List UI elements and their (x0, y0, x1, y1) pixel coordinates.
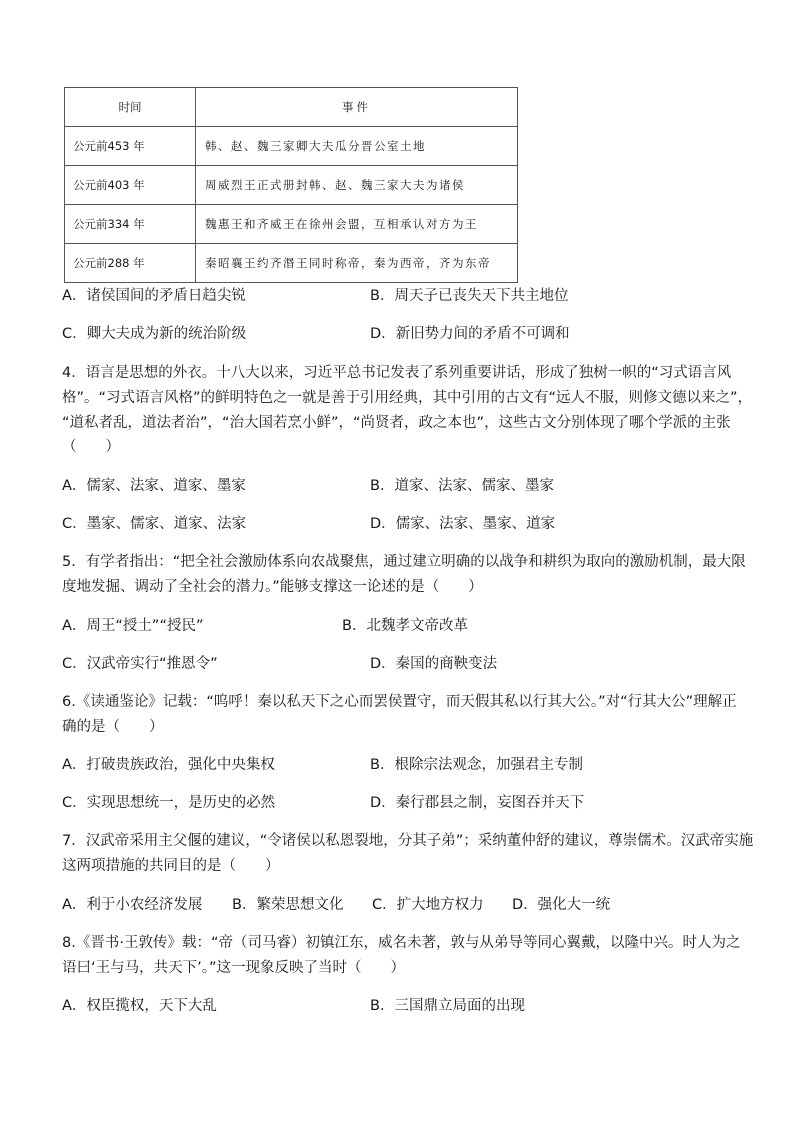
table-cell-time: 公元前288 年 (65, 244, 196, 283)
q3-option-a: A．诸侯国间的矛盾日趋尖锐 (62, 288, 246, 304)
q8-option-b: B．三国鼎立局面的出现 (370, 998, 525, 1014)
q4-stem-line-1: 4．语言是思想的外衣。十八大以来，习近平总书记发表了系列重要讲话，形成了独树一帜的“习式语言风 (62, 365, 732, 381)
q5-option-d: D．秦国的商鞅变法 (370, 656, 498, 672)
table-cell-event: 韩、赵、魏三家卿大夫瓜分晋公室土地 (196, 127, 518, 166)
table-cell-event: 魏惠王和齐威王在徐州会盟，互相承认对方为王 (196, 205, 518, 244)
table-header-event: 事件 (196, 88, 518, 127)
table-cell-time: 公元前334 年 (65, 205, 196, 244)
q7-stem-line-1: 7．汉武帝采用主父偃的建议，“令诸侯以私恩裂地，分其子弟”；采纳董仲舒的建议，尊崇儒术。汉武帝实施 (62, 833, 754, 849)
table-row (65, 127, 518, 166)
q4-stem-line-2: 格”。“习式语言风格”的鲜明特色之一就是善于引用经典，其中引用的古文有“远人不服，则修文德以来之”， (62, 390, 753, 406)
q3-option-b: B．周天子已丧失天下共主地位 (370, 288, 569, 304)
q3-option-d: D．新旧势力间的矛盾不可调和 (370, 326, 570, 342)
q4-option-a: A．儒家、法家、道家、墨家 (62, 478, 246, 494)
q6-option-b: B．根除宗法观念，加强君主专制 (370, 757, 583, 773)
table-header-row (65, 88, 518, 127)
q3-option-c: C．卿大夫成为新的统治阶级 (62, 326, 247, 342)
q5-stem-line-2: 度地发掘、调动了全社会的潜力。”能够支撑这一论述的是（ ） (62, 579, 483, 595)
table-row (65, 205, 518, 244)
table-header-time: 时间 (65, 88, 196, 127)
q7-option-c: C．扩大地方权力 (372, 897, 484, 913)
table-cell-event: 秦昭襄王约齐湣王同时称帝，秦为西帝，齐为东帝 (196, 244, 518, 283)
table-cell-event: 周威烈王正式册封韩、赵、魏三家大夫为诸侯 (196, 166, 518, 205)
q7-option-a: A．利于小农经济发展 (62, 897, 203, 913)
q5-stem-line-1: 5．有学者指出：“把全社会激励体系向农战聚焦，通过建立明确的以战争和耕织为取向的激励机制，最大限 (62, 554, 746, 570)
history-events-table (64, 87, 518, 283)
table-row (65, 166, 518, 205)
q4-stem-line-3: “道私者乱，道法者治”，“治大国若烹小鲜”，“尚贤者，政之本也”，这些古文分别体现了哪个学派的主张 (62, 415, 731, 431)
q5-option-b: B．北魏孝文帝改革 (342, 618, 468, 634)
q7-option-b: B．繁荣思想文化 (232, 897, 344, 913)
table-cell-time: 公元前453 年 (65, 127, 196, 166)
q6-stem-line-1: 6.《读通鉴论》记载：“呜呼！秦以私天下之心而罢侯置守，而天假其私以行其大公。”对“行其大公”理解正 (62, 694, 737, 710)
q7-stem-line-2: 这两项措施的共同目的是（ ） (62, 858, 280, 874)
q6-option-d: D．秦行郡县之制，妄图吞并天下 (370, 795, 585, 811)
q7-option-d: D．强化大一统 (512, 897, 611, 913)
q8-stem-line-2: 语曰‘王与马，共天下’。”这一现象反映了当时（ ） (62, 960, 405, 976)
table-row (65, 244, 518, 283)
q5-option-c: C．汉武帝实行“推恩令” (62, 656, 218, 672)
q4-option-c: C．墨家、儒家、道家、法家 (62, 516, 247, 532)
q6-option-c: C．实现思想统一，是历史的必然 (62, 795, 276, 811)
table-cell-time: 公元前403 年 (65, 166, 196, 205)
q5-option-a: A．周王“授土”“授民” (62, 618, 204, 634)
q4-option-b: B．道家、法家、儒家、墨家 (370, 478, 554, 494)
q6-option-a: A．打破贵族政治，强化中央集权 (62, 757, 275, 773)
q4-option-d: D．儒家、法家、墨家、道家 (370, 516, 556, 532)
q4-stem-line-4: （ ） (62, 439, 120, 455)
q8-stem-line-1: 8.《晋书·王敦传》载：“帝（司马睿）初镇江东，威名未著，敦与从弟导等同心翼戴，以隆中兴。时人为之 (62, 935, 741, 951)
q8-option-a: A．权臣揽权，天下大乱 (62, 998, 217, 1014)
q6-stem-line-2: 确的是（ ） (62, 719, 164, 735)
